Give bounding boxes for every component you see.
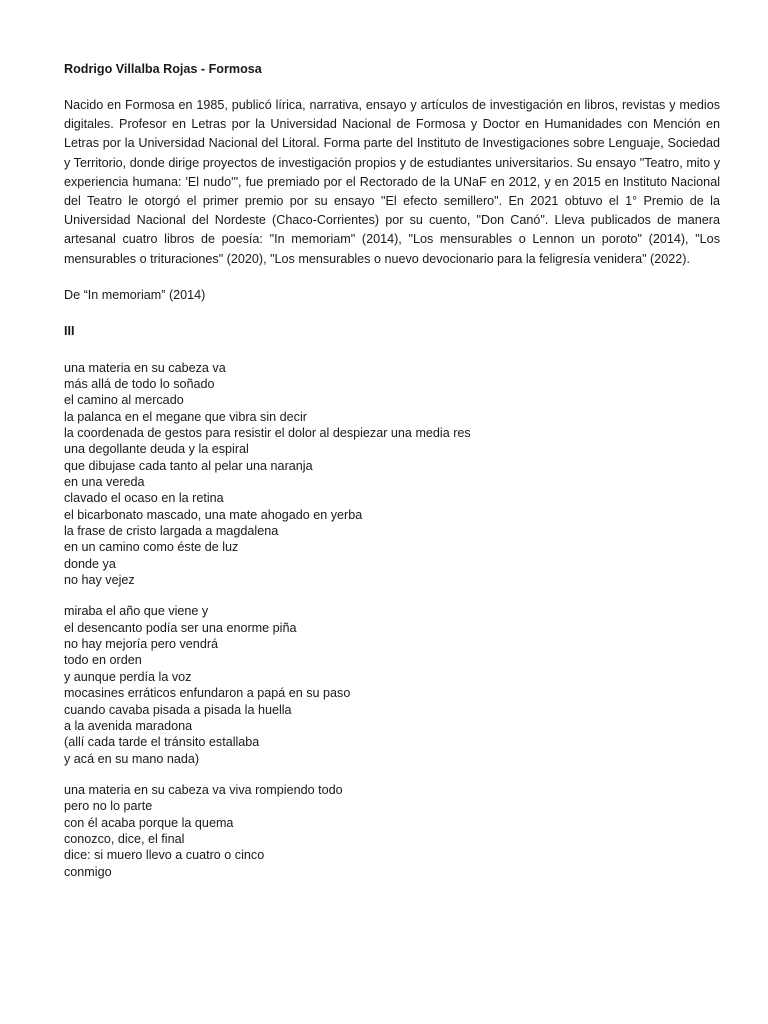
verse-line: una degollante deuda y la espiral	[64, 442, 249, 457]
verse-line: una materia en su cabeza va viva rompiendo todo	[64, 782, 343, 797]
poem	[64, 360, 720, 880]
verse-line: y acá en su mano nada)	[64, 751, 200, 766]
source-line: De “In memoriam” (2014)	[64, 287, 206, 302]
verse-line: una materia en su cabeza va	[64, 360, 226, 375]
verse-line: pero no lo parte	[64, 799, 153, 814]
verse-line: la palanca en el megane que vibra sin decir	[64, 409, 307, 424]
verse-line: el desencanto podía ser una enorme piña	[64, 620, 297, 635]
verse-line: el bicarbonato mascado, una mate ahogado en yerba	[64, 507, 363, 522]
verse-line: no hay vejez	[64, 573, 135, 588]
verse-line: la coordenada de gestos para resistir el dolor al despiezar una media res	[64, 426, 471, 441]
author-heading: Rodrigo Villalba Rojas - Formosa	[64, 62, 262, 76]
verse-line: (allí cada tarde el tránsito estallaba	[64, 735, 260, 750]
verse-line: con él acaba porque la quema	[64, 815, 234, 830]
verse-line: más allá de todo lo soñado	[64, 376, 215, 391]
verse-line: conmigo	[64, 864, 112, 879]
verse-line: a la avenida maradona	[64, 718, 193, 733]
verse-line: y aunque perdía la voz	[64, 669, 192, 684]
verse-line: no hay mejoría pero vendrá	[64, 637, 219, 652]
verse-line: que dibujase cada tanto al pelar una naranja	[64, 458, 313, 473]
verse-line: dice: si muero llevo a cuatro o cinco	[64, 848, 265, 863]
verse-line: miraba el año que viene y	[64, 604, 209, 619]
verse-line: mocasines erráticos enfundaron a papá en su paso	[64, 686, 351, 701]
stanza-1	[64, 360, 720, 589]
verse-line: donde ya	[64, 556, 116, 571]
verse-line: en un camino como éste de luz	[64, 540, 239, 555]
stanza-2	[64, 603, 720, 766]
verse-line: clavado el ocaso en la retina	[64, 491, 224, 506]
stanza-3	[64, 782, 720, 880]
verse-line: la frase de cristo largada a magdalena	[64, 524, 279, 539]
verse-line: en una vereda	[64, 475, 145, 490]
verse-line: cuando cavaba pisada a pisada la huella	[64, 702, 292, 717]
verse-line: todo en orden	[64, 653, 142, 668]
verse-line: el camino al mercado	[64, 393, 184, 408]
verse-line: conozco, dice, el final	[64, 831, 185, 846]
poem-number: III	[64, 324, 75, 339]
author-bio: Nacido en Formosa en 1985, publicó lírica, narrativa, ensayo y artículos de investigación en libros, revistas y medios digitales. Profesor en Letras por la Universidad Nacional de Formosa y Doctor en Humanidades con Mención en Letras por la Universidad Nacional del Litoral. Forma parte del Instituto de Investigaciones sobre Lenguaje, Sociedad y Territorio, donde dirige proyectos de investigación propios y de estudiantes universitarios. Su ensayo "Teatro, mito y experiencia humana: 'El nudo'", fue premiado por el Rectorado de la UNaF en 2012, y en 2015 en Instituto Nacional del Teatro le otorgó el primer premio por su ensayo "El efecto semillero". En 2021 obtuvo el 1° Premio de la Universidad Nacional del Nordeste (Chaco-Corrientes) por su cuento, "Don Canó". Lleva publicados de manera artesanal cuatro libros de poesía: "In memoriam" (2014), "Los mensurables o Lennon un poroto" (2014), "Los mensurables o trituraciones" (2020), "Los mensurables o nuevo devocionario para la feligresía venidera" (2022).	[64, 98, 720, 266]
